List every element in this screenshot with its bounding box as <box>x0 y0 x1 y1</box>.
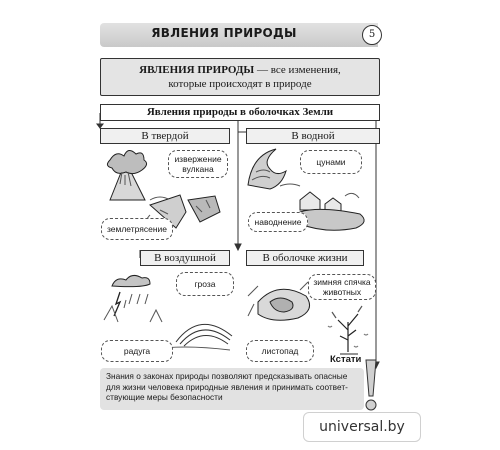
flood-drawing <box>300 192 364 230</box>
bubble-earthquake: землетрясение <box>101 218 173 240</box>
header-band <box>100 23 378 47</box>
leaf-fall-drawing <box>328 306 368 354</box>
hibernation-label-2: животных <box>322 287 362 297</box>
category-air: В воздушной <box>140 250 230 266</box>
volcano-drawing <box>107 150 170 200</box>
storm-drawing <box>104 275 162 322</box>
bubble-hibernation <box>308 274 376 300</box>
category-life: В оболочке жизни <box>246 250 364 266</box>
bubble-tsunami: цунами <box>300 150 362 174</box>
tsunami-drawing <box>248 149 300 189</box>
category-water: В водной <box>246 128 380 144</box>
arrow-air <box>235 244 241 250</box>
main-category-bar: Явления природы в оболочках Земли <box>100 104 380 121</box>
hibernation-drawing <box>248 282 310 320</box>
page-number: 5 <box>362 25 382 45</box>
bubble-rainbow: радуга <box>101 340 173 362</box>
page-title: ЯВЛЕНИЯ ПРИРОДЫ <box>151 26 297 40</box>
category-solid: В твердой <box>100 128 230 144</box>
definition-term: ЯВЛЕНИЯ ПРИРОДЫ <box>139 64 255 76</box>
eruption-label-1: извержение <box>174 154 222 164</box>
exclamation-icon <box>362 358 380 414</box>
eruption-label-2: вулкана <box>182 164 214 174</box>
bubble-leaf-fall: листопад <box>246 340 314 362</box>
bubble-flood: наводнение <box>248 212 308 232</box>
definition-box <box>100 58 380 96</box>
fact-line-2: для жизни человека природные явления и принимать соответ- <box>106 381 348 392</box>
fact-line-3: ствующие меры безопасности <box>106 392 223 402</box>
watermark-badge: universal.by <box>303 412 421 442</box>
fact-line-1: Знания о законах природы позволяют предсказывать опасные <box>106 371 348 381</box>
definition-line1-rest: — все изменения, <box>254 64 341 76</box>
definition-line2: которые происходят в природе <box>168 78 312 90</box>
bubble-storm: гроза <box>176 272 234 296</box>
fact-box <box>100 368 364 410</box>
definition-line1 <box>101 63 379 77</box>
hibernation-label-1: зимняя спячка <box>313 277 371 287</box>
bubble-eruption <box>168 150 228 178</box>
fact-label: Кстати <box>330 354 362 365</box>
